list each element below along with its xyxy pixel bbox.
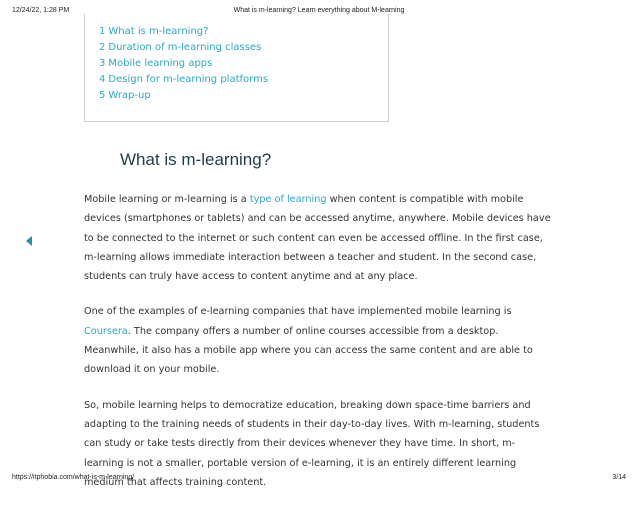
- paragraph-2-text-a: One of the examples of e-learning companies that have implemented mobile learning is: [84, 306, 512, 318]
- toc-item-number: 1: [99, 26, 106, 37]
- toc-item-number: 4: [99, 74, 106, 85]
- table-of-contents: [84, 14, 389, 122]
- type-of-learning-link[interactable]: type of learning: [249, 194, 327, 205]
- toc-item-number: 2: [99, 42, 106, 53]
- paragraph-2: [84, 302, 554, 379]
- toc-item-label: Mobile learning apps: [108, 58, 213, 69]
- toc-item-mobile-apps[interactable]: [99, 56, 268, 72]
- print-page-title: What is m-learning? Learn everything about M-learning: [233, 7, 405, 14]
- toc-list: [99, 24, 268, 104]
- toc-item-wrap-up[interactable]: [99, 88, 268, 104]
- toc-item-number: 3: [99, 58, 106, 69]
- print-page-number: 3/14: [612, 474, 626, 481]
- article-body: [84, 190, 554, 508]
- toc-item-what-is-m-learning[interactable]: [99, 24, 268, 40]
- toc-item-label: Duration of m-learning classes: [108, 42, 262, 53]
- caret-left-icon[interactable]: [26, 236, 32, 246]
- paragraph-1: [84, 190, 554, 286]
- toc-item-label: Design for m-learning platforms: [108, 74, 269, 85]
- print-footer: [0, 474, 638, 486]
- paragraph-3: So, mobile learning helps to democratize education, breaking down space-time barriers and adapting to the training needs of students in their day-to-day lives. With m-learning, students can study or take tests directly from their devices whenever they have time. In short, m-learning is not a smaller, portable version of e-learning, it is an entirely different learning medium that affects training content.: [84, 399, 540, 488]
- toc-item-number: 5: [99, 90, 106, 101]
- toc-item-label: Wrap-up: [108, 90, 151, 101]
- toc-item-design[interactable]: [99, 72, 268, 88]
- paragraph-2-text-b: . The company offers a number of online courses accessible from a desktop. Meanwhile, it also has a mobile app where you can access the same content and are able to download it on your mobile.: [84, 325, 533, 376]
- print-url: https://itphobia.com/what-is-m-learning/: [12, 474, 135, 481]
- paragraph-1-text-b: when content is compatible with mobile devices (smartphones or tablets) and can be accessed anytime, anywhere. Mobile devices have to be connected to the internet or such content can even be accessed offline. In the first case, m-learning allows immediate interaction between a teacher and student. In the second case, students can truly have access to content anytime and at any place.: [84, 194, 551, 283]
- toc-item-duration[interactable]: [99, 40, 268, 56]
- toc-item-label: What is m-learning?: [108, 26, 209, 37]
- section-heading: What is m-learning?: [120, 150, 272, 169]
- coursera-link[interactable]: Coursera: [84, 325, 128, 337]
- print-date: 12/24/22, 1:28 PM: [12, 7, 70, 14]
- paragraph-1-text-a: Mobile learning or m-learning is a: [84, 194, 250, 205]
